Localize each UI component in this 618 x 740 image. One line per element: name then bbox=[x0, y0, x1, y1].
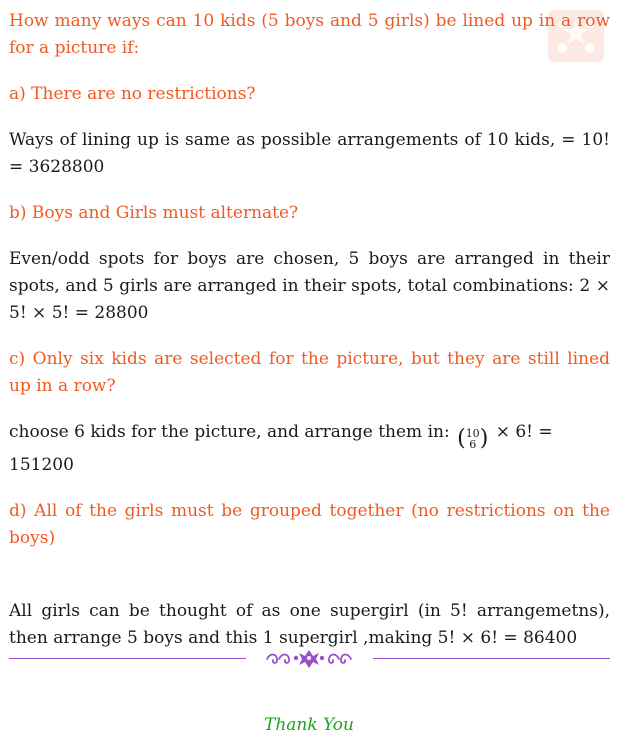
document-body bbox=[9, 8, 610, 652]
binom-bottom: 6 bbox=[469, 437, 477, 451]
question-d: d) All of the girls must be grouped together (no restrictions on the boys) bbox=[9, 501, 610, 548]
divider-rule-right bbox=[373, 658, 610, 659]
answer-a: Ways of lining up is same as possible arrangements of 10 kids, = 10! = 3628800 bbox=[9, 130, 610, 177]
flourish-ornament-icon bbox=[265, 648, 353, 668]
thank-you-text: Thank You bbox=[263, 715, 354, 735]
question-b: b) Boys and Girls must alternate? bbox=[9, 203, 299, 223]
binom-top: 10 bbox=[465, 426, 480, 440]
binomial-coefficient: ( 10 6 ) bbox=[457, 425, 489, 451]
intro-question: How many ways can 10 kids (5 boys and 5 girls) be lined up in a row for a picture if: bbox=[9, 11, 610, 58]
answer-d: All girls can be thought of as one supergirl (in 5! arrangemetns), then arrange 5 boys and this 1 supergirl ,making 5! × 6! = 86400 bbox=[9, 601, 610, 648]
section-divider bbox=[9, 648, 610, 668]
divider-rule-left bbox=[9, 658, 246, 659]
answer-b: Even/odd spots for boys are chosen, 5 boys are arranged in their spots, and 5 girls are arranged in their spots, total combinations: 2 × 5! × 5! = 28800 bbox=[9, 249, 610, 323]
question-a: a) There are no restrictions? bbox=[9, 84, 256, 104]
answer-c-prefix: choose 6 kids for the picture, and arrange them in: bbox=[9, 422, 450, 442]
answer-c bbox=[9, 419, 610, 479]
question-c: c) Only six kids are selected for the picture, but they are still lined up in a row? bbox=[9, 349, 610, 396]
answer-c-suffix: × 6! = 151200 bbox=[9, 422, 553, 475]
